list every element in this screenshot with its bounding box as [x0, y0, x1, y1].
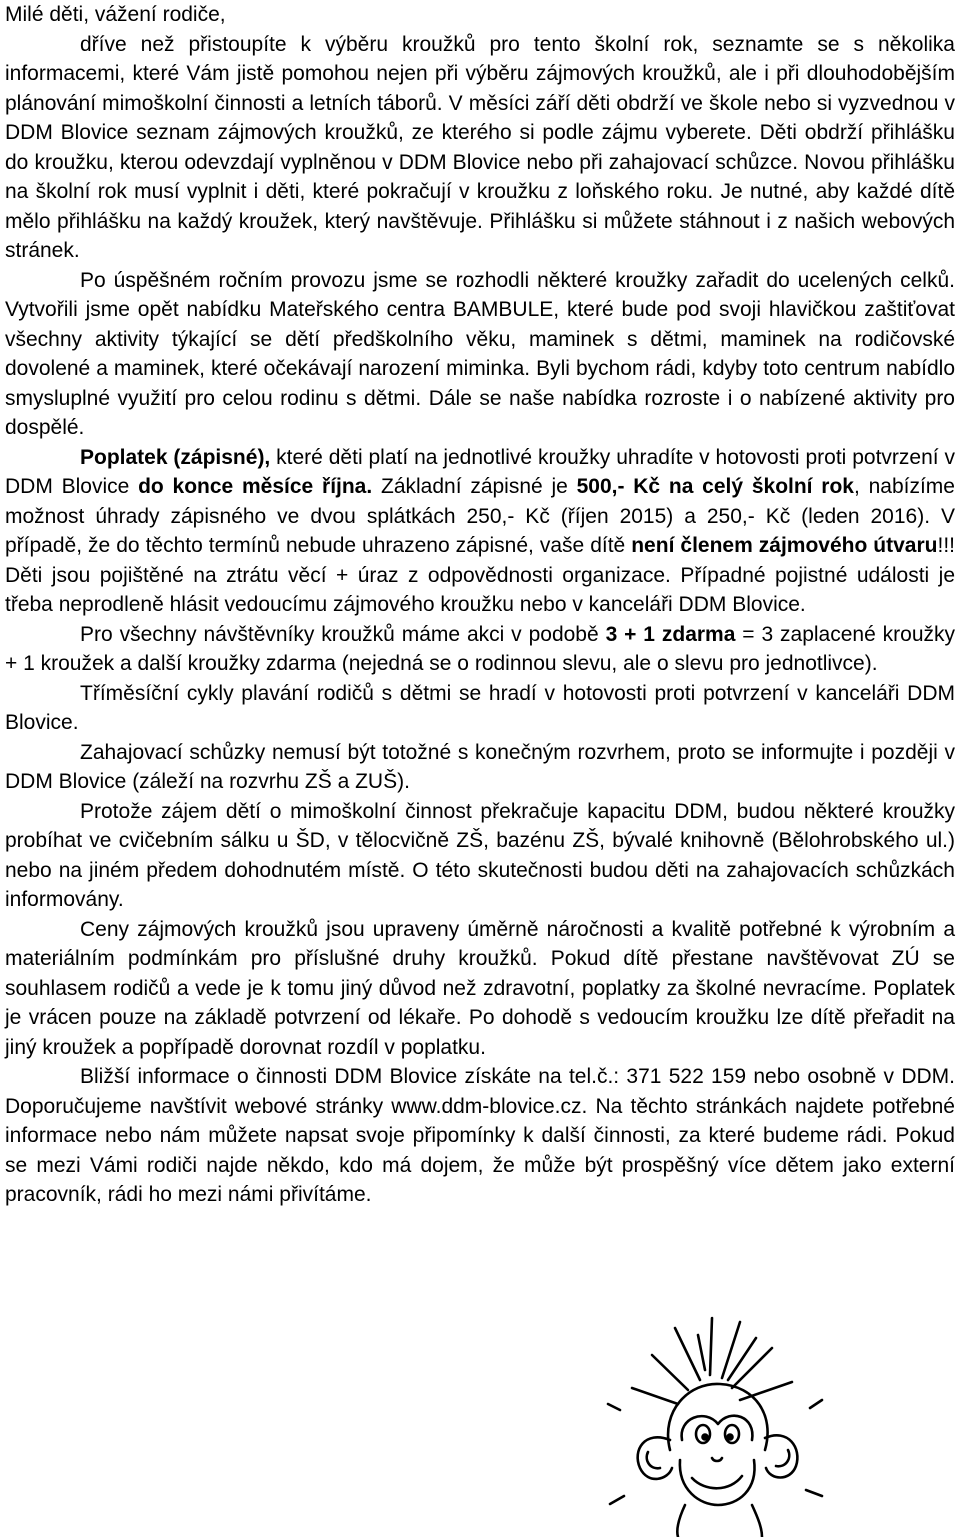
text-run: Tříměsíční cykly plavání rodičů s dětmi se hradí v hotovosti proti potvrzení v kanceláři DDM Blovice. — [5, 681, 955, 734]
text-run: Zahajovací schůzky nemusí být totožné s konečným rozvrhem, proto se informujte i později v DDM Blovice (záleží na rozvrhu ZŠ a ZUŠ). — [5, 740, 955, 793]
text-run: Ceny zájmových kroužků jsou upraveny úměrně náročnosti a kvalitě potřebné k výrobním a materiálním podmínkám pro příslušné druhy kroužků. Pokud dítě přestane navštěvovat ZÚ se souhlasem rodičů a vede je k tomu jiný důvod než zdravotní, poplatky za školné nevracíme. Poplatek je vrácen pouze na základě potvrzení od lékaře. Po dohodě s vedoucím kroužku lze dítě přeřadit na jiný kroužek a popřípadě dorovnat rozdíl v poplatku. — [5, 917, 955, 1059]
bold-text: do konce měsíce října. — [138, 475, 373, 498]
text-run: Po úspěšném ročním provozu jsme se rozhodli některé kroužky zařadit do ucelených celků. Vytvořili jsme opět nabídku Mateřského centra BAMBULE, které bude pod svoji hlavičkou zaštiťovat všechny aktivity týkající se dětí předškolního věku, maminek s dětmi, maminek na rodičovské dovolené a maminek, které očekávají narození miminka. Byli bychom rádi, kdyby toto centrum nabídlo smysluplné využití pro celou rodinu s dětmi. Dále se naše nabídka rozroste i o nabízené aktivity pro dospělé. — [5, 268, 955, 439]
bold-text: Poplatek (zápisné), — [80, 445, 271, 469]
paragraph — [5, 1062, 955, 1210]
greeting: Milé děti, vážení rodiče, — [5, 3, 226, 26]
document-body — [5, 0, 955, 1210]
paragraph — [5, 266, 955, 443]
bold-text: není členem zájmového útvaru — [631, 534, 938, 557]
paragraph — [5, 738, 955, 797]
text-run: Protože zájem dětí o mimoškolní činnost překračuje kapacitu DDM, budou některé kroužky probíhat ve cvičebním sálku u ŠD, v tělocvičně ZŠ, bazénu ZŠ, bývalé knihovně (Bělohrobského ul.) nebo na jiném předem dohodnutém místě. O této skutečnosti budou děti na zahajovacích schůzkách informovány. — [5, 799, 955, 911]
text-run: !!! Děti jsou pojištěné na ztrátu věcí + úraz z odpovědnosti organizace. Případné pojistné události je třeba neprodleně hlásit vedoucímu zájmového kroužku nebo v kanceláři DDM Blovice. — [5, 534, 955, 616]
text-run: Pro všechny návštěvníky kroužků máme akci v podobě — [80, 622, 606, 646]
paragraph — [5, 30, 955, 266]
paragraph — [5, 797, 955, 915]
bold-text: 3 + 1 zdarma — [605, 622, 736, 646]
paragraph — [5, 443, 955, 620]
text-run: , nabízíme možnost úhrady zápisného ve dvou splátkách 250,- Kč (říjen 2015) a 250,- Kč (leden 2016). V případě, že do těchto termínů nebude uhrazeno zápisné, vaše dítě — [5, 475, 955, 557]
text-run: dříve než přistoupíte k výběru kroužků pro tento školní rok, seznamte se s několika informacemi, které Vám jistě pomohou nejen při výběru zájmových kroužků, ale i při dlouhodobějším plánování mimoškolní činnosti a letních táborů. V měsíci září děti obdrží ve škole nebo si vyzvednou v DDM Blovice seznam zájmových kroužků, ze kterého si podle zájmu vyberete. Děti obdrží přihlášku do kroužku, kterou odevzdají vyplněnou v DDM Blovice nebo při zahajovací schůzce. Novou přihlášku na školní rok musí vyplnit i děti, které pokračují v kroužku z loňského roku. Je nutné, aby každé dítě mělo přihlášku na každý kroužek, který navštěvuje. Přihlášku si můžete stáhnout i z našich webových stránek. — [5, 32, 955, 262]
text-run: Bližší informace o činnosti DDM Blovice získáte na tel.č.: 371 522 159 nebo osobně v DDM. Doporučujeme navštívit webové stránky www.ddm-blovice.cz. Na těchto stránkách najdete potřebné informace nebo nám můžete napsat svoje připomínky k další činnosti, za které budeme rádi. Pokud se mezi Vámi rodiči najde někdo, kdo má dojem, že může být prospěšný více dětem jako externí pracovník, rádi ho mezi námi přivítáme. — [5, 1065, 955, 1206]
text-run: Základní zápisné je — [372, 475, 577, 498]
paragraph — [5, 620, 955, 679]
paragraph — [5, 679, 955, 738]
bold-text: 500,- Kč na celý školní rok — [576, 475, 854, 498]
paragraphs — [5, 30, 955, 1210]
text-run: které děti platí na jednotlivé kroužky uhradíte v hotovosti proti potvrzení v DDM Blovice — [5, 445, 956, 498]
monkey-cartoon-icon — [560, 1300, 840, 1537]
paragraph — [5, 915, 955, 1063]
text-run: = 3 zaplacené kroužky + 1 kroužek a další kroužky zdarma (nejedná se o rodinnou slevu, ale o slevu pro jednotlivce). — [5, 622, 956, 675]
